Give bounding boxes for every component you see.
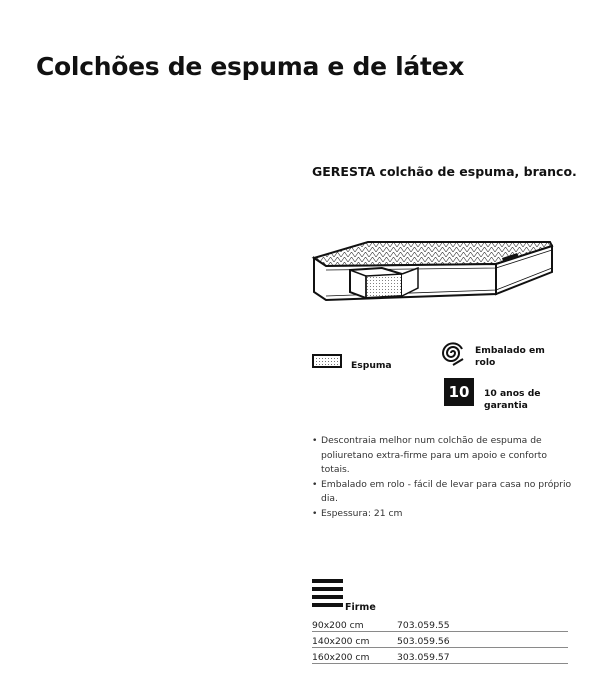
- rolled-label: Embalado em rolo: [475, 345, 545, 368]
- firmness-label: Firme: [345, 602, 376, 613]
- table-row: [312, 632, 568, 648]
- description-item: • Embalado em rolo - fácil de levar para casa no próprio dia.: [312, 478, 574, 507]
- table-row: [312, 616, 568, 632]
- size-cell: 140x200 cm: [312, 632, 397, 648]
- roll-packed-icon: [440, 340, 466, 366]
- feature-rolled: [440, 340, 555, 369]
- description-list: [312, 434, 574, 521]
- mattress-illustration: [306, 222, 564, 314]
- firmness-icon: [312, 579, 343, 611]
- page-title: Colchões de espuma e de látex: [36, 52, 465, 81]
- description-item: • Descontraia melhor num colchão de espuma de poliuretano extra-firme para um apoio e conforto totais.: [312, 434, 574, 478]
- table-row: [312, 648, 568, 664]
- size-cell: 160x200 cm: [312, 648, 397, 664]
- description-item: • Espessura: 21 cm: [312, 507, 574, 522]
- size-table: [312, 616, 568, 664]
- feature-foam: [312, 350, 392, 372]
- code-cell: 703.059.55: [397, 616, 568, 632]
- foam-icon: [312, 354, 342, 368]
- code-cell: 503.059.56: [397, 632, 568, 648]
- foam-label: Espuma: [351, 360, 392, 371]
- product-title: GERESTA colchão de espuma, branco.: [312, 164, 577, 179]
- warranty-label: 10 anos de garantia: [484, 388, 541, 411]
- code-cell: 303.059.57: [397, 648, 568, 664]
- feature-warranty: [444, 378, 564, 412]
- size-cell: 90x200 cm: [312, 616, 397, 632]
- warranty-badge: 10: [444, 378, 474, 406]
